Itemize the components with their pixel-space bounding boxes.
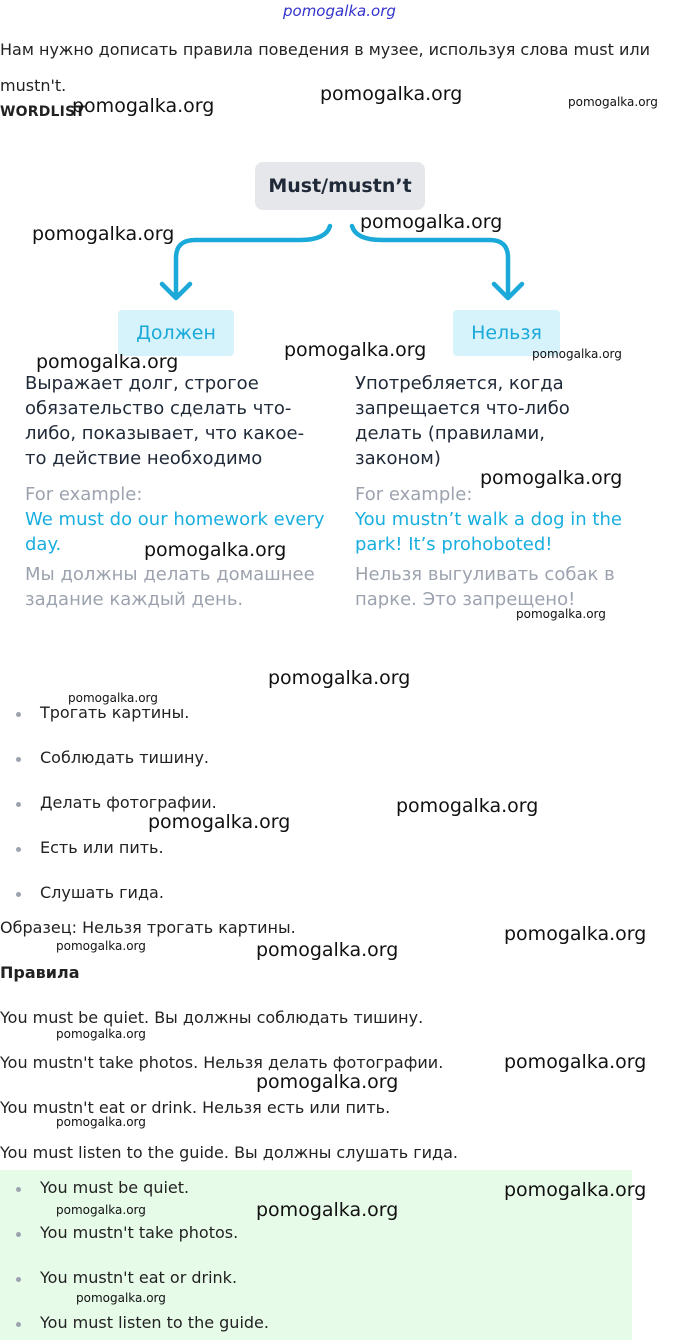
rule-line: You must listen to the guide. Вы должны слушать гида. [0, 1143, 458, 1162]
watermark-text: pomogalka.org [72, 95, 215, 117]
answer-item: You must be quiet. [40, 1178, 190, 1197]
diagram-center-label: Must/mustn’t [255, 162, 425, 210]
answer-item: You mustn't take photos. [40, 1223, 239, 1242]
answer-bullet [16, 1322, 21, 1327]
watermark-text: pomogalka.org [56, 1115, 146, 1129]
watermark-text: pomogalka.org [516, 607, 606, 621]
list-bullet [16, 712, 21, 717]
watermark-text: pomogalka.org [256, 1199, 399, 1221]
category-mustnt: Нельзя [453, 310, 560, 356]
list-bullet [16, 757, 21, 762]
sample-text: Образец: Нельзя трогать картины. [0, 918, 296, 937]
watermark-text: pomogalka.org [568, 95, 658, 109]
arrow-right [352, 226, 508, 297]
list-bullet [16, 847, 21, 852]
wordlist-label: WORDLIST [0, 104, 86, 120]
watermark-text: pomogalka.org [504, 1179, 647, 1201]
watermark-text: pomogalka.org [360, 211, 503, 233]
answer-item: You mustn't eat or drink. [40, 1268, 238, 1287]
mustnt-example-label: For example: [355, 484, 473, 505]
mustnt-example-ru: Нельзя выгуливать собак в парке. Это запрещено! [355, 564, 615, 610]
watermark-text: pomogalka.org [56, 1203, 146, 1217]
watermark-text: pomogalka.org [256, 939, 399, 961]
mustnt-description: Употребляется, когда запрещается что-либо делать (правилами, законом) [355, 373, 570, 469]
watermark-text: pomogalka.org [284, 339, 427, 361]
rule-line: You mustn't take photos. Нельзя делать фотографии. [0, 1053, 444, 1072]
watermark-text: pomogalka.org [68, 691, 158, 705]
watermark-text: pomogalka.org [532, 347, 622, 361]
watermark-text: pomogalka.org [268, 667, 411, 689]
watermark-text: pomogalka.org [56, 1027, 146, 1041]
must-description: Выражает долг, строгое обязательство сделать что-либо, показывает, что какое-то действие необходимо [25, 373, 305, 469]
answer-bullet [16, 1232, 21, 1237]
rule-line: You mustn't eat or drink. Нельзя есть или пить. [0, 1098, 391, 1117]
watermark-text: pomogalka.org [32, 223, 175, 245]
list-item: Соблюдать тишину. [40, 748, 209, 767]
diagram-arrows [0, 0, 680, 330]
watermark-text: pomogalka.org [396, 795, 539, 817]
list-bullet [16, 892, 21, 897]
rules-heading: Правила [0, 963, 80, 982]
list-item: Трогать картины. [40, 703, 190, 722]
watermark-text: pomogalka.org [36, 351, 179, 373]
watermark-text: pomogalka.org [76, 1291, 166, 1305]
list-item: Делать фотографии. [40, 793, 217, 812]
rule-line: You must be quiet. Вы должны соблюдать тишину. [0, 1008, 424, 1027]
watermark-text: pomogalka.org [144, 539, 287, 561]
answer-bullet [16, 1277, 21, 1282]
mustnt-example-en: You mustn’t walk a dog in the park! It’s prohoboted! [355, 509, 622, 555]
intro-text: Нам нужно дописать правила поведения в музее, используя слова must или mustn't. [0, 40, 650, 95]
list-bullet [16, 802, 21, 807]
watermark-text: pomogalka.org [256, 1071, 399, 1093]
must-example-ru: Мы должны делать домашнее задание каждый день. [25, 564, 315, 610]
list-item: Слушать гида. [40, 883, 164, 902]
answer-item: You must listen to the guide. [40, 1313, 269, 1332]
watermark-text: pomogalka.org [504, 923, 647, 945]
watermark-text: pomogalka.org [320, 83, 463, 105]
arrow-left [176, 226, 330, 297]
category-must: Должен [118, 310, 234, 356]
watermark-text: pomogalka.org [56, 939, 146, 953]
list-item: Есть или пить. [40, 838, 164, 857]
watermark-text: pomogalka.org [504, 1051, 647, 1073]
watermark-text: pomogalka.org [148, 811, 291, 833]
answer-bullet [16, 1187, 21, 1192]
must-example-en: We must do our homework every day. [25, 509, 325, 555]
watermark-text: pomogalka.org [283, 2, 396, 20]
must-example-label: For example: [25, 484, 143, 505]
watermark-text: pomogalka.org [480, 467, 623, 489]
